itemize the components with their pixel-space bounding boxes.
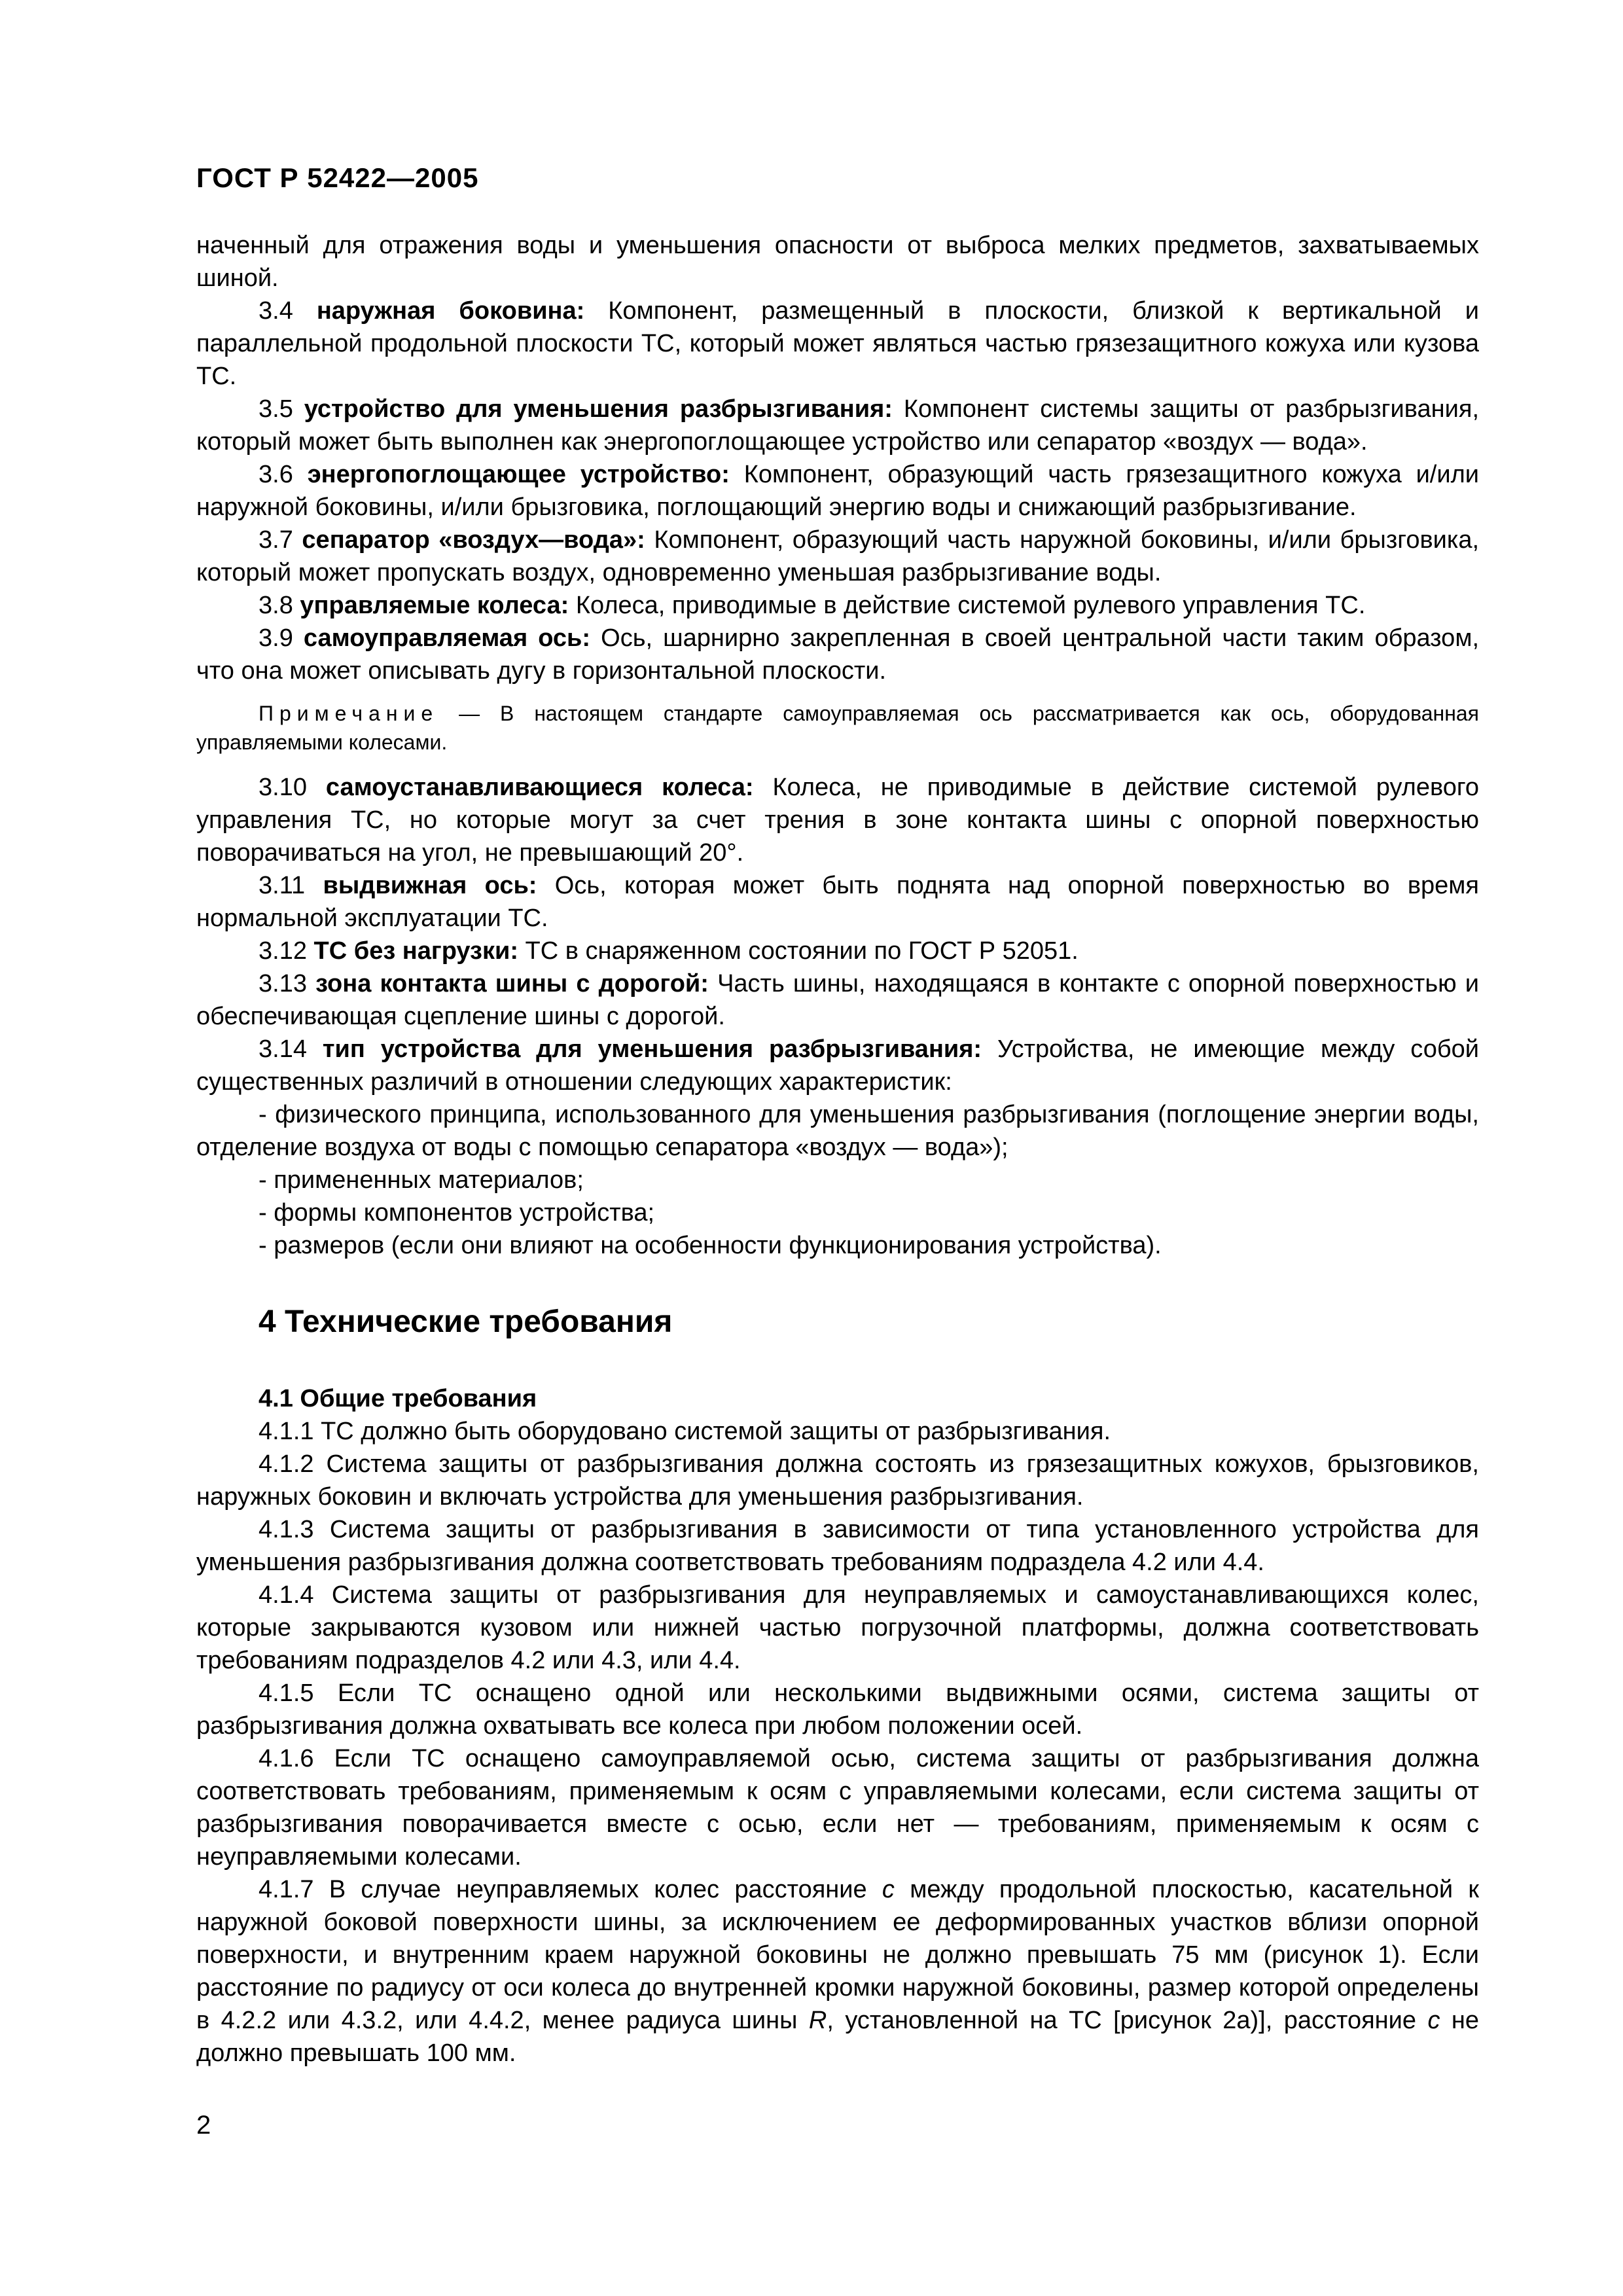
requirement-text: Система защиты от разбрызгивания должна состоять из грязезащитных кожухов, брызговиков, наружных боковин и включать устройства для уменьшения разбрызгивания. (196, 1450, 1479, 1511)
requirement-4-1-4 (196, 1579, 1479, 1677)
variable-c: c (882, 1876, 895, 1903)
variable-c: c (1427, 2007, 1440, 2034)
requirement-text: Если ТС оснащено самоуправляемой осью, система защиты от разбрызгивания должна соответствовать требованиям, применяемым к осям с управляемыми колесами, если система защиты от разбрызгивания поворачивается вместе с осью, если нет — требованиям, применяемым к осям с неуправляемыми колесами. (196, 1745, 1479, 1871)
definition-number: 3.14 (259, 1035, 307, 1063)
definition-term: сепаратор «воздух—вода»: (302, 526, 645, 554)
definition-term: самоуправляемая ось: (303, 624, 591, 652)
definition-text: Колеса, приводимые в действие системой рулевого управления ТС. (575, 592, 1366, 619)
definition-3-8 (196, 589, 1479, 622)
requirement-text: Система защиты от разбрызгивания для неуправляемых и самоустанавливающихся колес, которые закрываются кузовом или нижней частью погрузочной платформы, должна соответствовать требованиям подразделов 4.2 или 4.3, или 4.4. (196, 1581, 1479, 1674)
definition-text: Часть шины, находящаяся в контакте с опорной поверхностью и обеспечивающая сцепление шины с дорогой. (196, 970, 1479, 1030)
requirement-text: ТС должно быть оборудовано системой защиты от разбрызгивания. (321, 1418, 1111, 1445)
definition-number: 3.13 (259, 970, 307, 997)
requirement-number: 4.1.5 (259, 1679, 314, 1707)
requirement-4-1-7 (196, 1873, 1479, 2070)
requirement-text: Система защиты от разбрызгивания в зависимости от типа установленного устройства для уменьшения разбрызгивания должна соответствовать требованиям подраздела 4.2 или 4.4. (196, 1516, 1479, 1576)
definition-text: Ось, которая может быть поднята над опорной поверхностью во время нормальной эксплуатации ТС. (196, 872, 1480, 932)
definition-text: Компонент, размещенный в плоскости, близкой к вертикальной и параллельной продольной плоскости ТС, который может являться частью грязезащитного кожуха или кузова ТС. (196, 297, 1479, 390)
list-item: - формы компонентов устройства; (259, 1199, 655, 1227)
definition-3-12 (196, 935, 1479, 967)
definition-number: 3.4 (259, 297, 293, 325)
requirement-text: В случае неуправляемых колес расстояние (329, 1876, 867, 1903)
requirement-4-1-6 (196, 1742, 1479, 1873)
definition-term: самоустанавливающиеся колеса: (325, 774, 754, 801)
variable-r: R (808, 2007, 827, 2034)
definition-3-14 (196, 1033, 1479, 1098)
requirement-4-1-3 (196, 1513, 1479, 1579)
section-heading: 4 Технические требования (259, 1304, 673, 1339)
definition-3-7 (196, 524, 1479, 589)
requirement-text: , установленной на ТС [рисунок 2а)], расстояние (827, 2007, 1417, 2034)
definition-3-13 (196, 967, 1479, 1033)
definition-text: Ось, шарнирно закрепленная в своей центральной части таким образом, что она может описывать дугу в горизонтальной плоскости. (196, 624, 1479, 685)
definition-term: ТС без нагрузки: (313, 937, 518, 965)
definition-3-4 (196, 295, 1479, 393)
requirement-text: между продольной плоскостью, касательной к наружной боковой поверхности шины, за исключением ее деформированных участков вблизи опорной поверхности, и внутренним краем наружной боковины не должно превышать 75 мм (рисунок 1). Если расстояние по радиусу от оси колеса до внутренней кромки наружной боковины, размер которой определены в 4.2.2 или 4.3.2, или 4.4.2, менее радиуса шины (196, 1876, 1479, 2034)
note-label: Примечание (259, 702, 439, 725)
document-header: ГОСТ Р 52422—2005 (196, 162, 479, 193)
subsection-heading: 4.1 Общие требования (259, 1385, 537, 1412)
requirement-number: 4.1.6 (259, 1745, 314, 1772)
definition-number: 3.9 (259, 624, 293, 652)
definition-text: Компонент, образующий часть грязезащитного кожуха и/или наружной боковины, и/или брызговика, поглощающий энергию воды и снижающий разбрызгивание. (196, 461, 1479, 521)
definition-term: тип устройства для уменьшения разбрызгивания: (322, 1035, 982, 1063)
definition-text: Компонент, образующий часть наружной боковины, и/или брызговика, который может пропускать воздух, одновременно уменьшая разбрызгивание воды. (196, 526, 1480, 586)
definition-term: зона контакта шины с дорогой: (315, 970, 709, 997)
definition-text: Устройства, не имеющие между собой существенных различий в отношении следующих характеристик: (196, 1035, 1479, 1096)
definition-3-5 (196, 393, 1479, 458)
requirement-number: 4.1.1 (259, 1418, 314, 1445)
definition-number: 3.12 (259, 937, 307, 965)
document-body (196, 229, 1479, 2070)
page-number: 2 (196, 2111, 211, 2140)
note-text: — В настоящем стандарте самоуправляемая ось рассматривается как ось, оборудованная управляемыми колесами. (196, 702, 1480, 754)
list-item: - размеров (если они влияют на особенности функционирования устройства). (259, 1232, 1162, 1259)
definition-term: наружная боковина: (316, 297, 585, 325)
definition-number: 3.5 (259, 395, 293, 423)
requirement-text: не должно превышать 100 мм. (196, 2007, 1480, 2067)
requirement-number: 4.1.7 (259, 1876, 314, 1903)
definition-text: ТС в снаряженном состоянии по ГОСТ Р 52051. (525, 937, 1079, 965)
definition-term: управляемые колеса: (300, 592, 569, 619)
requirement-4-1-2 (196, 1448, 1479, 1513)
definition-term: устройство для уменьшения разбрызгивания: (304, 395, 893, 423)
definition-term: выдвижная ось: (323, 872, 537, 899)
requirement-number: 4.1.4 (259, 1581, 314, 1609)
definition-text: Колеса, не приводимые в действие системой рулевого управления ТС, но которые могут за счет трения в зоне контакта шины с опорной поверхностью поворачиваться на угол, не превышающий 20°. (196, 774, 1480, 867)
definition-3-11 (196, 869, 1479, 935)
definition-3-9 (196, 622, 1479, 687)
definition-text: Компонент системы защиты от разбрызгивания, который может быть выполнен как энергопоглощающее устройство или сепаратор «воздух — вода». (196, 395, 1480, 456)
definition-number: 3.7 (259, 526, 293, 554)
requirement-text: Если ТС оснащено одной или несколькими выдвижными осями, система защиты от разбрызгивания должна охватывать все колеса при любом положении осей. (196, 1679, 1479, 1740)
list-item: - физического принципа, использованного для уменьшения разбрызгивания (поглощение энергии воды, отделение воздуха от воды с помощью сепаратора «воздух — вода»); (196, 1101, 1479, 1161)
definition-number: 3.11 (259, 872, 306, 899)
requirement-number: 4.1.3 (259, 1516, 314, 1543)
requirement-number: 4.1.2 (259, 1450, 314, 1478)
requirement-4-1-1 (196, 1415, 1479, 1448)
paragraph-continuation: наченный для отражения воды и уменьшения опасности от выброса мелких предметов, захватываемых шиной. (196, 232, 1479, 292)
note (196, 699, 1479, 757)
definition-number: 3.6 (259, 461, 293, 488)
requirement-4-1-5 (196, 1677, 1479, 1742)
list-item: - примененных материалов; (259, 1166, 584, 1194)
definition-term: энергопоглощающее устройство: (307, 461, 730, 488)
definition-3-10 (196, 771, 1479, 869)
definition-3-6 (196, 458, 1479, 524)
definition-number: 3.8 (259, 592, 293, 619)
definition-number: 3.10 (259, 774, 307, 801)
